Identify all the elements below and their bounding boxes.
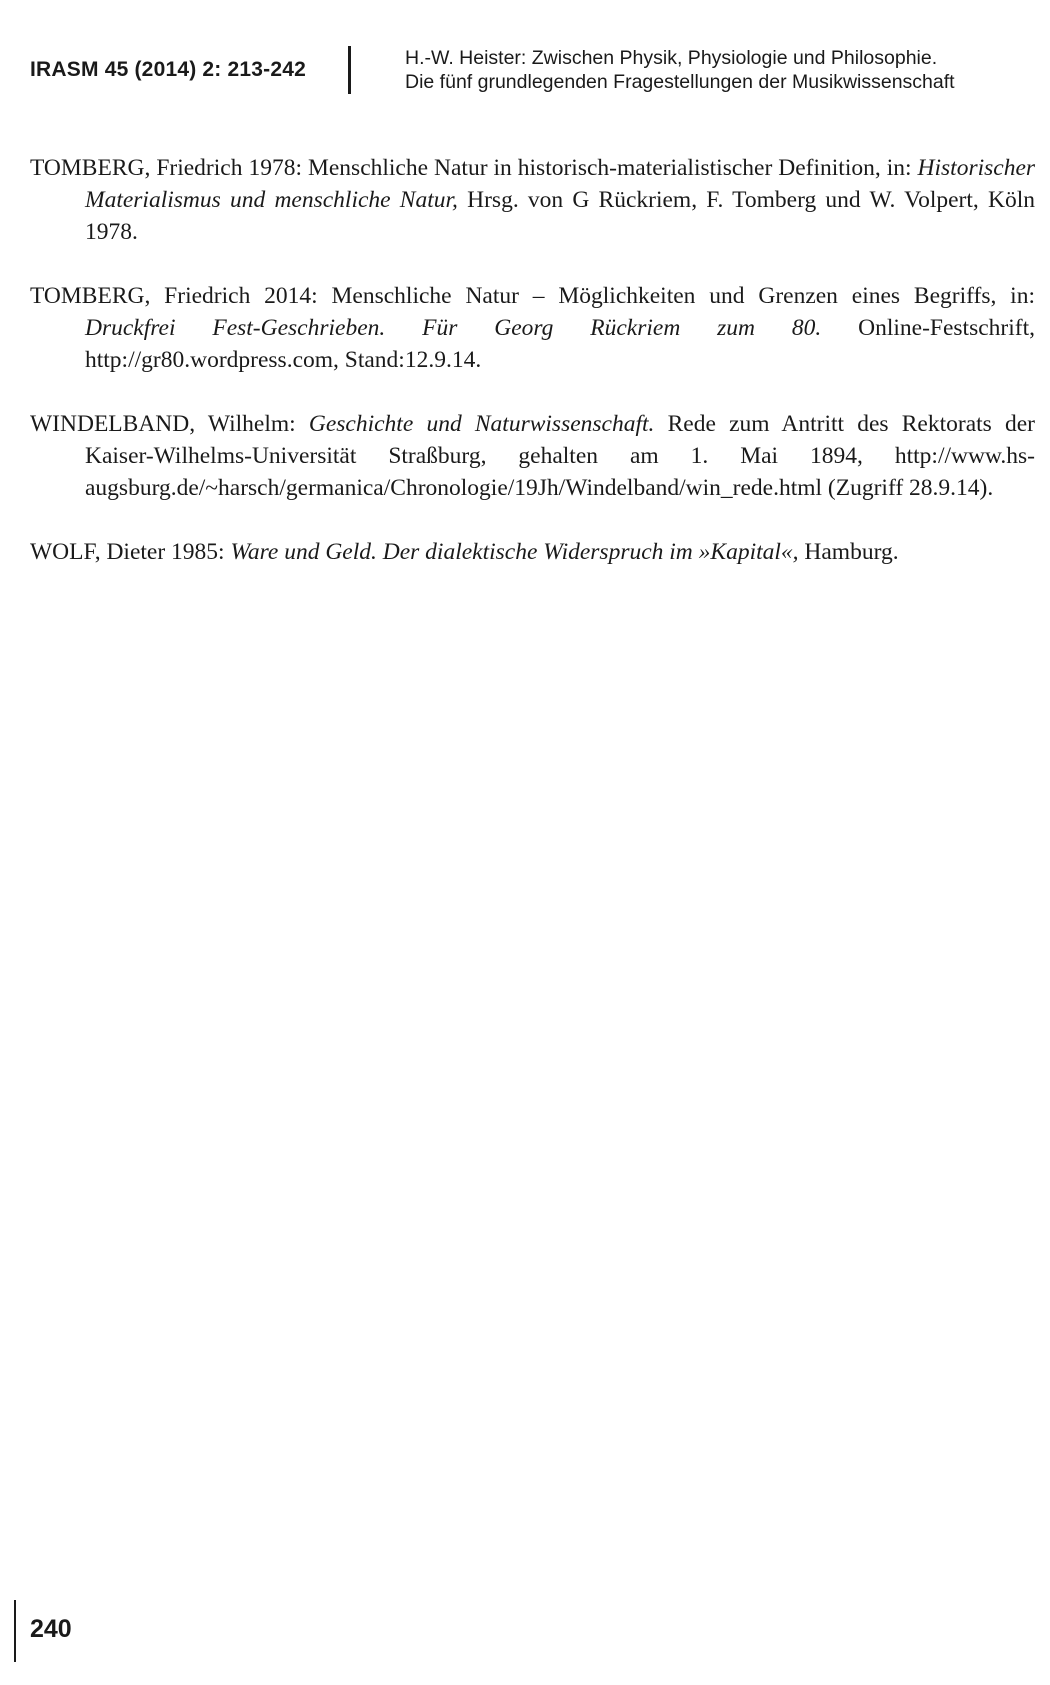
reference-title: Historischer Materialismus und menschliche Natur, [85, 155, 1036, 213]
header-divider [348, 46, 351, 94]
reference-entry [30, 152, 1035, 248]
running-title-line-2: Die fünf grundlegenden Fragestellungen der Musikwissenschaft [405, 71, 955, 93]
reference-title: Ware und Geld. Der dialektische Widerspruch im »Kapital«, [230, 539, 799, 565]
reference-text: Hrsg. von G Rückriem, F. Tomberg und W. Volpert, Köln 1978. [85, 187, 1035, 245]
reference-title: Druckfrei Fest-Geschrieben. Für Georg Rückriem zum 80. [85, 315, 822, 341]
reference-author: TOMBERG, Friedrich 2014: [30, 283, 332, 309]
page-header [0, 0, 1050, 110]
reference-entry [30, 536, 1035, 568]
running-title [405, 46, 955, 94]
reference-title: Geschichte und Naturwissenschaft. [308, 411, 655, 437]
reference-author: TOMBERG, Friedrich 1978: [30, 155, 308, 181]
reference-text: Menschliche Natur in historisch-materialistischer Definition, in: [307, 155, 918, 181]
reference-text: Hamburg. [798, 539, 899, 565]
footer-divider [14, 1600, 16, 1662]
reference-entry [30, 280, 1035, 376]
journal-id: IRASM 45 (2014) 2: 213-242 [30, 58, 307, 81]
page-number: 240 [30, 1615, 72, 1643]
reference-author: WOLF, Dieter 1985: [30, 539, 231, 565]
reference-author: WINDELBAND, Wilhelm: [30, 411, 309, 437]
reference-text: Menschliche Natur – Möglichkeiten und Grenzen eines Begriffs, in: [331, 283, 1035, 309]
reference-list [30, 152, 1035, 600]
reference-entry [30, 408, 1035, 504]
reference-text: Rede zum Antritt des Rektorats der Kaiser-Wilhelms-Universität Straßburg, gehalten am 1. Mai 1894, http://www.hs-augsburg.de/~harsch/germanica/Chronologie/19Jh/Windelband/win_rede.html (Zugriff 28.9.14). [85, 411, 1035, 501]
running-title-line-1: H.-W. Heister: Zwischen Physik, Physiologie und Philosophie. [405, 47, 938, 69]
reference-text: Online-Festschrift, http://gr80.wordpress.com, Stand:12.9.14. [85, 315, 1035, 373]
